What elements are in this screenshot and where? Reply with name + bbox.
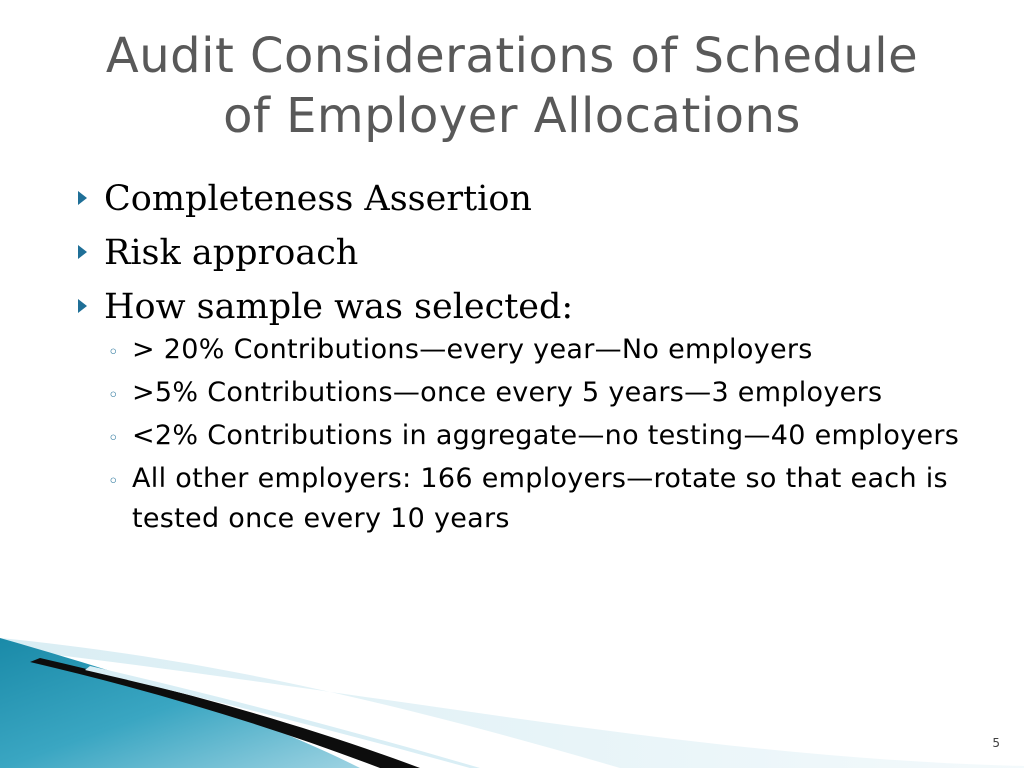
sub-bullet-item <box>108 416 978 456</box>
bullet-text: How sample was selected: <box>104 287 574 327</box>
sub-bullet-item <box>108 459 978 539</box>
sub-bullet-item <box>108 330 978 370</box>
circle-outline-icon: ◦ <box>108 471 119 492</box>
circle-outline-icon: ◦ <box>108 385 119 406</box>
triangle-right-icon <box>78 191 87 205</box>
sub-bullet-text: <2% Contributions in aggregate—no testing—40 employers <box>132 420 960 451</box>
triangle-right-icon <box>78 245 87 259</box>
sub-bullet-text: All other employers: 166 employers—rotate so that each is tested once every 10 years <box>132 463 948 534</box>
sub-bullet-text: > 20% Contributions—every year—No employers <box>132 334 813 365</box>
bullet-item <box>78 172 978 226</box>
circle-outline-icon: ◦ <box>108 342 119 363</box>
title-line-2: of Employer Allocations <box>223 88 801 144</box>
sub-bullet-item <box>108 373 978 413</box>
sub-bullet-text: >5% Contributions—once every 5 years—3 employers <box>132 377 883 408</box>
bullet-list <box>78 172 978 542</box>
decorative-wave-graphic <box>0 638 1024 768</box>
bullet-item <box>78 280 978 334</box>
bullet-text: Risk approach <box>104 233 359 273</box>
circle-outline-icon: ◦ <box>108 428 119 449</box>
page-number: 5 <box>992 736 1000 750</box>
triangle-right-icon <box>78 299 87 313</box>
bullet-text: Completeness Assertion <box>104 179 532 219</box>
title-line-1: Audit Considerations of Schedule <box>105 28 919 84</box>
slide-title <box>40 26 984 146</box>
sub-bullet-list <box>108 330 978 539</box>
bullet-item <box>78 226 978 280</box>
